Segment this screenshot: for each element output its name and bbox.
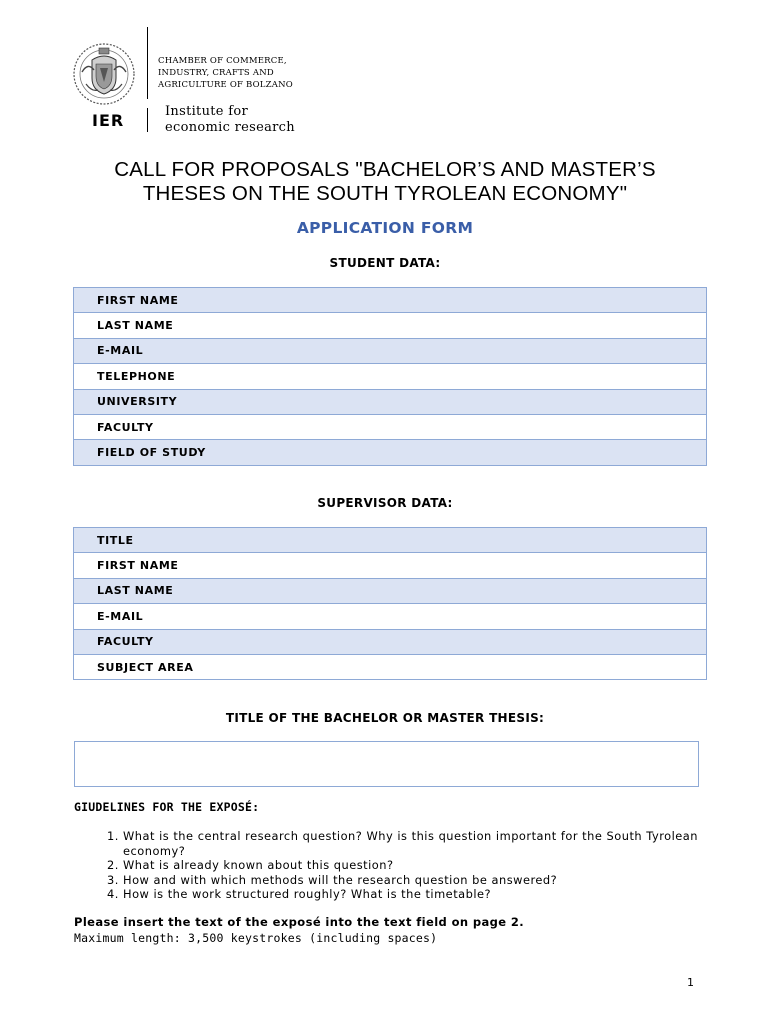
table-row [74,440,707,465]
field-faculty[interactable]: FACULTY [74,629,707,654]
field-telephone[interactable]: TELEPHONE [74,364,707,389]
guidelines-list [74,829,698,902]
list-item: 1. What is the central research question? Why is this question important for the South Tyrolean economy? [123,829,698,858]
table-row [74,288,707,313]
field-last-name[interactable]: LAST NAME [74,578,707,603]
list-item: 2. What is already known about this question? [123,858,698,873]
table-row [74,414,707,439]
field-email[interactable]: E-MAIL [74,604,707,629]
thesis-title-heading: TITLE OF THE BACHELOR OR MASTER THESIS: [225,711,545,725]
instruction-text: Please insert the text of the exposé into the text field on page 2. [74,915,525,929]
chamber-line: CHAMBER OF COMMERCE, [158,56,287,66]
field-last-name[interactable]: LAST NAME [74,313,707,338]
table-row [74,629,707,654]
list-item: 3. How and with which methods will the research question be answered? [123,873,698,888]
student-data-heading: STUDENT DATA: [329,256,441,270]
table-row [74,578,707,603]
guidelines-heading: GIUDELINES FOR THE EXPOSÉ: [74,800,260,814]
title-line: THESES ON THE SOUTH TYROLEAN ECONOMY" [142,182,628,205]
student-data-table [73,287,707,466]
title-line: CALL FOR PROPOSALS "BACHELOR’S AND MASTER’S [114,158,656,181]
field-field-of-study[interactable]: FIELD OF STUDY [74,440,707,465]
chamber-line: INDUSTRY, CRAFTS AND [158,68,274,78]
field-university[interactable]: UNIVERSITY [74,389,707,414]
supervisor-data-table [73,527,707,680]
field-email[interactable]: E-MAIL [74,338,707,363]
header-divider [147,108,148,132]
header-divider [147,27,148,99]
table-row [74,338,707,363]
ier-logo: IER [92,111,125,130]
coat-of-arms-icon [72,42,136,106]
table-row [74,553,707,578]
table-row [74,654,707,679]
thesis-title-field[interactable] [74,741,699,787]
institute-line: Institute for [165,104,248,119]
max-length-text: Maximum length: 3,500 keystrokes (including spaces) [74,931,438,945]
chamber-name [158,55,293,91]
table-row [74,528,707,553]
field-first-name[interactable]: FIRST NAME [74,288,707,313]
institute-line: economic research [165,120,295,135]
supervisor-data-heading: SUPERVISOR DATA: [317,496,453,510]
table-row [74,389,707,414]
page-number: 1 [687,976,694,989]
field-subject-area[interactable]: SUBJECT AREA [74,654,707,679]
field-faculty[interactable]: FACULTY [74,414,707,439]
form-title: APPLICATION FORM [296,219,474,237]
field-title[interactable]: TITLE [74,528,707,553]
field-first-name[interactable]: FIRST NAME [74,553,707,578]
table-row [74,604,707,629]
chamber-line: AGRICULTURE OF BOLZANO [158,80,293,90]
table-row [74,313,707,338]
document-title [60,158,710,206]
list-item: 4. How is the work structured roughly? What is the timetable? [123,887,698,902]
table-row [74,364,707,389]
institute-name [165,104,295,136]
